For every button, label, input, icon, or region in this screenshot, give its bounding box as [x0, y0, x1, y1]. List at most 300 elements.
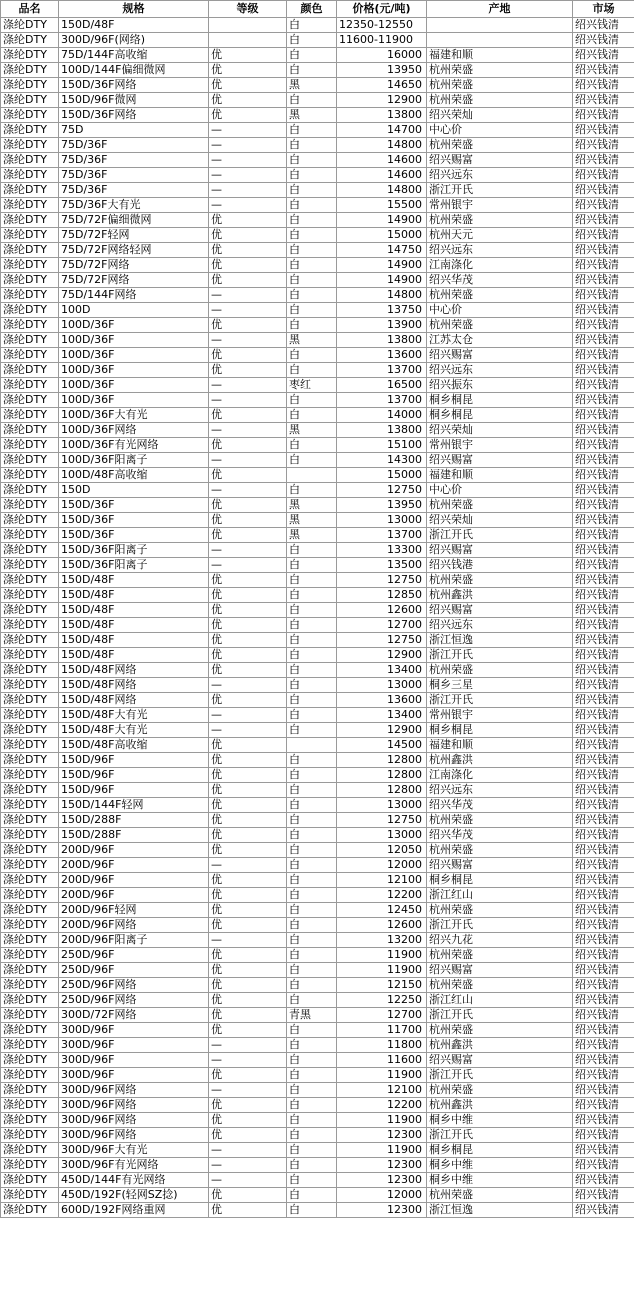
table-row: [1, 228, 634, 243]
cell-spec: 100D/36F: [59, 363, 209, 378]
cell-grade: 优: [209, 48, 287, 63]
cell-color: 白: [287, 873, 337, 888]
cell-color: 白: [287, 1053, 337, 1068]
table-row: [1, 1113, 634, 1128]
cell-spec: 100D/36F: [59, 348, 209, 363]
cell-color: 白: [287, 723, 337, 738]
cell-spec: 100D/36F: [59, 318, 209, 333]
cell-spec: 300D/96F: [59, 1053, 209, 1068]
table-row: [1, 18, 634, 33]
header-origin: 产地: [427, 1, 573, 18]
cell-grade: 优: [209, 738, 287, 753]
cell-grade: —: [209, 288, 287, 303]
cell-price: 11900: [337, 948, 427, 963]
cell-color: 白: [287, 933, 337, 948]
cell-origin: 绍兴赐富: [427, 453, 573, 468]
cell-market: 绍兴钱清: [573, 378, 634, 393]
cell-price: 12750: [337, 573, 427, 588]
table-row: [1, 618, 634, 633]
table-row: [1, 1203, 634, 1218]
cell-spec: 75D/36F: [59, 153, 209, 168]
cell-origin: [427, 33, 573, 48]
cell-price: 13600: [337, 348, 427, 363]
cell-origin: 绍兴振东: [427, 378, 573, 393]
cell-grade: —: [209, 198, 287, 213]
table-row: [1, 543, 634, 558]
cell-color: 白: [287, 978, 337, 993]
cell-market: 绍兴钱清: [573, 1038, 634, 1053]
cell-origin: 绍兴赐富: [427, 543, 573, 558]
cell-color: 青黑: [287, 1008, 337, 1023]
cell-market: 绍兴钱清: [573, 513, 634, 528]
cell-price: 16500: [337, 378, 427, 393]
cell-market: 绍兴钱清: [573, 588, 634, 603]
cell-product: 涤纶DTY: [1, 153, 59, 168]
cell-market: 绍兴钱清: [573, 663, 634, 678]
cell-origin: 绍兴荣灿: [427, 108, 573, 123]
cell-origin: 桐乡中维: [427, 1158, 573, 1173]
cell-product: 涤纶DTY: [1, 123, 59, 138]
cell-price: 12750: [337, 483, 427, 498]
cell-color: 白: [287, 33, 337, 48]
table-row: [1, 1083, 634, 1098]
cell-product: 涤纶DTY: [1, 813, 59, 828]
cell-grade: —: [209, 1053, 287, 1068]
header-spec: 规格: [59, 1, 209, 18]
cell-price: 12800: [337, 783, 427, 798]
cell-grade: 优: [209, 618, 287, 633]
cell-spec: 100D/36F阳离子: [59, 453, 209, 468]
cell-market: 绍兴钱清: [573, 198, 634, 213]
cell-origin: 杭州荣盛: [427, 288, 573, 303]
cell-market: 绍兴钱清: [573, 618, 634, 633]
cell-product: 涤纶DTY: [1, 423, 59, 438]
cell-price: 13700: [337, 528, 427, 543]
cell-price: 12600: [337, 603, 427, 618]
table-row: [1, 1158, 634, 1173]
table-row: [1, 873, 634, 888]
table-row: [1, 393, 634, 408]
cell-grade: —: [209, 423, 287, 438]
cell-market: 绍兴钱清: [573, 273, 634, 288]
cell-origin: 杭州荣盛: [427, 498, 573, 513]
cell-grade: —: [209, 453, 287, 468]
cell-color: 白: [287, 348, 337, 363]
cell-price: 11700: [337, 1023, 427, 1038]
cell-color: 白: [287, 213, 337, 228]
cell-grade: —: [209, 123, 287, 138]
table-row: [1, 213, 634, 228]
cell-market: 绍兴钱清: [573, 918, 634, 933]
cell-grade: 优: [209, 903, 287, 918]
cell-origin: 浙江红山: [427, 993, 573, 1008]
cell-product: 涤纶DTY: [1, 333, 59, 348]
cell-product: 涤纶DTY: [1, 1098, 59, 1113]
cell-price: 12750: [337, 633, 427, 648]
cell-market: 绍兴钱清: [573, 213, 634, 228]
table-row: [1, 738, 634, 753]
cell-market: 绍兴钱清: [573, 123, 634, 138]
cell-spec: 150D/48F网络: [59, 693, 209, 708]
cell-market: 绍兴钱清: [573, 528, 634, 543]
cell-grade: 优: [209, 948, 287, 963]
cell-market: 绍兴钱清: [573, 453, 634, 468]
cell-spec: 150D/48F: [59, 618, 209, 633]
cell-grade: 优: [209, 93, 287, 108]
table-row: [1, 588, 634, 603]
table-row: [1, 573, 634, 588]
cell-price: 12900: [337, 93, 427, 108]
cell-price: 12800: [337, 753, 427, 768]
cell-product: 涤纶DTY: [1, 918, 59, 933]
cell-market: 绍兴钱清: [573, 108, 634, 123]
table-row: [1, 513, 634, 528]
table-row: [1, 708, 634, 723]
cell-product: 涤纶DTY: [1, 588, 59, 603]
cell-price: 12300: [337, 1158, 427, 1173]
cell-price: 13000: [337, 678, 427, 693]
cell-grade: 优: [209, 108, 287, 123]
table-row: [1, 963, 634, 978]
cell-grade: —: [209, 858, 287, 873]
cell-market: 绍兴钱清: [573, 543, 634, 558]
cell-product: 涤纶DTY: [1, 993, 59, 1008]
cell-market: 绍兴钱清: [573, 843, 634, 858]
cell-color: 白: [287, 1083, 337, 1098]
cell-market: 绍兴钱清: [573, 153, 634, 168]
cell-color: 白: [287, 618, 337, 633]
cell-grade: 优: [209, 783, 287, 798]
cell-product: 涤纶DTY: [1, 93, 59, 108]
cell-color: 黑: [287, 513, 337, 528]
table-row: [1, 378, 634, 393]
cell-spec: 150D/36F阳离子: [59, 558, 209, 573]
cell-spec: 250D/96F: [59, 948, 209, 963]
table-row: [1, 858, 634, 873]
cell-price: 12700: [337, 618, 427, 633]
table-row: [1, 933, 634, 948]
cell-spec: 75D/72F偏细微网: [59, 213, 209, 228]
cell-origin: 桐乡桐昆: [427, 1143, 573, 1158]
cell-product: 涤纶DTY: [1, 768, 59, 783]
cell-spec: 75D/72F轻网: [59, 228, 209, 243]
cell-market: 绍兴钱清: [573, 348, 634, 363]
cell-product: 涤纶DTY: [1, 483, 59, 498]
cell-color: 白: [287, 648, 337, 663]
cell-color: 白: [287, 708, 337, 723]
cell-color: 白: [287, 963, 337, 978]
cell-price: 13950: [337, 498, 427, 513]
cell-market: 绍兴钱清: [573, 168, 634, 183]
cell-origin: 桐乡中维: [427, 1173, 573, 1188]
cell-spec: 75D/72F网络: [59, 273, 209, 288]
cell-origin: 杭州荣盛: [427, 1023, 573, 1038]
table-row: [1, 1188, 634, 1203]
table-row: [1, 918, 634, 933]
cell-origin: 绍兴赐富: [427, 603, 573, 618]
table-row: [1, 123, 634, 138]
cell-product: 涤纶DTY: [1, 783, 59, 798]
cell-product: 涤纶DTY: [1, 888, 59, 903]
cell-spec: 75D: [59, 123, 209, 138]
cell-market: 绍兴钱清: [573, 978, 634, 993]
cell-price: 13800: [337, 423, 427, 438]
cell-color: 白: [287, 438, 337, 453]
cell-spec: 75D/144F网络: [59, 288, 209, 303]
cell-product: 涤纶DTY: [1, 648, 59, 663]
cell-color: 白: [287, 123, 337, 138]
cell-market: 绍兴钱清: [573, 783, 634, 798]
cell-spec: 150D/36F: [59, 513, 209, 528]
header-row: [1, 1, 634, 18]
cell-origin: 绍兴远东: [427, 618, 573, 633]
cell-grade: —: [209, 558, 287, 573]
cell-product: 涤纶DTY: [1, 243, 59, 258]
cell-product: 涤纶DTY: [1, 438, 59, 453]
cell-product: 涤纶DTY: [1, 408, 59, 423]
cell-color: 白: [287, 918, 337, 933]
cell-color: 白: [287, 1173, 337, 1188]
cell-price: 12200: [337, 1098, 427, 1113]
cell-product: 涤纶DTY: [1, 738, 59, 753]
table-row: [1, 648, 634, 663]
cell-spec: 300D/96F(网络): [59, 33, 209, 48]
cell-product: 涤纶DTY: [1, 498, 59, 513]
cell-market: 绍兴钱清: [573, 183, 634, 198]
cell-color: 白: [287, 228, 337, 243]
cell-price: 12100: [337, 873, 427, 888]
cell-color: 白: [287, 63, 337, 78]
cell-spec: 150D/36F网络: [59, 108, 209, 123]
cell-origin: 杭州荣盛: [427, 93, 573, 108]
cell-grade: —: [209, 333, 287, 348]
cell-grade: —: [209, 933, 287, 948]
cell-origin: 绍兴华茂: [427, 273, 573, 288]
cell-spec: 300D/96F网络: [59, 1083, 209, 1098]
cell-grade: 优: [209, 963, 287, 978]
cell-product: 涤纶DTY: [1, 948, 59, 963]
cell-product: 涤纶DTY: [1, 873, 59, 888]
cell-spec: 100D/36F网络: [59, 423, 209, 438]
cell-market: 绍兴钱清: [573, 78, 634, 93]
cell-spec: 300D/96F: [59, 1023, 209, 1038]
cell-market: 绍兴钱清: [573, 963, 634, 978]
cell-market: 绍兴钱清: [573, 333, 634, 348]
cell-market: 绍兴钱清: [573, 258, 634, 273]
cell-price: 11900: [337, 1113, 427, 1128]
cell-product: 涤纶DTY: [1, 1188, 59, 1203]
cell-product: 涤纶DTY: [1, 258, 59, 273]
cell-origin: 杭州荣盛: [427, 78, 573, 93]
cell-product: 涤纶DTY: [1, 303, 59, 318]
cell-market: 绍兴钱清: [573, 468, 634, 483]
cell-market: 绍兴钱清: [573, 1113, 634, 1128]
cell-price: 12100: [337, 1083, 427, 1098]
cell-color: 白: [287, 603, 337, 618]
cell-market: 绍兴钱清: [573, 648, 634, 663]
cell-product: 涤纶DTY: [1, 18, 59, 33]
table-row: [1, 78, 634, 93]
cell-product: 涤纶DTY: [1, 363, 59, 378]
cell-origin: 桐乡桐昆: [427, 408, 573, 423]
cell-spec: 75D/72F网络: [59, 258, 209, 273]
cell-origin: 杭州荣盛: [427, 138, 573, 153]
table-body: [1, 18, 634, 1218]
cell-grade: —: [209, 483, 287, 498]
cell-color: 白: [287, 258, 337, 273]
cell-market: 绍兴钱清: [573, 573, 634, 588]
cell-color: 白: [287, 288, 337, 303]
cell-grade: [209, 18, 287, 33]
cell-market: 绍兴钱清: [573, 243, 634, 258]
cell-origin: 江南涤化: [427, 768, 573, 783]
cell-price: 13700: [337, 393, 427, 408]
cell-market: 绍兴钱清: [573, 1083, 634, 1098]
cell-color: 白: [287, 678, 337, 693]
cell-market: 绍兴钱清: [573, 408, 634, 423]
header-price: 价格(元/吨): [337, 1, 427, 18]
cell-market: 绍兴钱清: [573, 1008, 634, 1023]
table-row: [1, 408, 634, 423]
header-market: 市场: [573, 1, 634, 18]
cell-price: 14750: [337, 243, 427, 258]
cell-product: 涤纶DTY: [1, 378, 59, 393]
cell-price: 13200: [337, 933, 427, 948]
cell-grade: 优: [209, 273, 287, 288]
cell-origin: 浙江开氏: [427, 1128, 573, 1143]
cell-price: 12200: [337, 888, 427, 903]
table-row: [1, 483, 634, 498]
cell-color: 黑: [287, 423, 337, 438]
table-row: [1, 903, 634, 918]
cell-color: 白: [287, 858, 337, 873]
cell-color: [287, 468, 337, 483]
cell-product: 涤纶DTY: [1, 213, 59, 228]
cell-color: 白: [287, 138, 337, 153]
cell-product: 涤纶DTY: [1, 618, 59, 633]
cell-grade: 优: [209, 438, 287, 453]
cell-market: 绍兴钱清: [573, 828, 634, 843]
cell-spec: 150D/36F: [59, 498, 209, 513]
cell-grade: 优: [209, 888, 287, 903]
table-row: [1, 183, 634, 198]
cell-origin: 常州银宇: [427, 438, 573, 453]
cell-product: 涤纶DTY: [1, 933, 59, 948]
cell-product: 涤纶DTY: [1, 468, 59, 483]
cell-grade: 优: [209, 1023, 287, 1038]
cell-price: 14600: [337, 168, 427, 183]
cell-color: 白: [287, 393, 337, 408]
cell-price: 14700: [337, 123, 427, 138]
cell-spec: 100D: [59, 303, 209, 318]
cell-market: 绍兴钱清: [573, 858, 634, 873]
cell-color: 白: [287, 303, 337, 318]
cell-grade: —: [209, 153, 287, 168]
cell-price: 13800: [337, 333, 427, 348]
cell-grade: 优: [209, 693, 287, 708]
cell-color: 白: [287, 408, 337, 423]
cell-product: 涤纶DTY: [1, 723, 59, 738]
cell-price: 12900: [337, 648, 427, 663]
table-row: [1, 138, 634, 153]
cell-spec: 100D/36F: [59, 393, 209, 408]
cell-origin: 浙江开氏: [427, 693, 573, 708]
cell-color: 白: [287, 558, 337, 573]
cell-spec: 300D/96F网络: [59, 1113, 209, 1128]
cell-price: 11600: [337, 1053, 427, 1068]
cell-market: 绍兴钱清: [573, 1098, 634, 1113]
cell-market: 绍兴钱清: [573, 1173, 634, 1188]
cell-price: 13400: [337, 663, 427, 678]
cell-spec: 150D/48F: [59, 588, 209, 603]
cell-product: 涤纶DTY: [1, 528, 59, 543]
cell-color: 白: [287, 588, 337, 603]
cell-origin: 浙江开氏: [427, 1068, 573, 1083]
table-row: [1, 993, 634, 1008]
cell-grade: 优: [209, 1113, 287, 1128]
cell-color: 白: [287, 1128, 337, 1143]
cell-price: 14800: [337, 288, 427, 303]
table-row: [1, 33, 634, 48]
cell-spec: 150D/96F: [59, 768, 209, 783]
cell-product: 涤纶DTY: [1, 1038, 59, 1053]
cell-product: 涤纶DTY: [1, 1203, 59, 1218]
cell-price: 14500: [337, 738, 427, 753]
cell-origin: 福建和顺: [427, 738, 573, 753]
cell-price: 13750: [337, 303, 427, 318]
cell-price: 13300: [337, 543, 427, 558]
cell-market: 绍兴钱清: [573, 693, 634, 708]
cell-color: 枣红: [287, 378, 337, 393]
cell-product: 涤纶DTY: [1, 48, 59, 63]
cell-spec: 300D/96F有光网络: [59, 1158, 209, 1173]
cell-origin: 杭州荣盛: [427, 903, 573, 918]
table-row: [1, 888, 634, 903]
cell-grade: 优: [209, 408, 287, 423]
table-row: [1, 1143, 634, 1158]
cell-price: 14300: [337, 453, 427, 468]
cell-market: 绍兴钱清: [573, 753, 634, 768]
cell-grade: 优: [209, 603, 287, 618]
cell-color: 白: [287, 888, 337, 903]
cell-grade: 优: [209, 318, 287, 333]
cell-origin: [427, 18, 573, 33]
cell-color: 白: [287, 453, 337, 468]
cell-price: 15000: [337, 468, 427, 483]
cell-spec: 200D/96F轻网: [59, 903, 209, 918]
cell-grade: 优: [209, 78, 287, 93]
cell-market: 绍兴钱清: [573, 288, 634, 303]
cell-spec: 600D/192F网络重网: [59, 1203, 209, 1218]
cell-origin: 浙江开氏: [427, 528, 573, 543]
cell-spec: 150D/48F: [59, 633, 209, 648]
cell-color: 白: [287, 18, 337, 33]
cell-product: 涤纶DTY: [1, 168, 59, 183]
cell-origin: 杭州鑫洪: [427, 1038, 573, 1053]
cell-origin: 绍兴赐富: [427, 858, 573, 873]
cell-product: 涤纶DTY: [1, 1083, 59, 1098]
cell-spec: 150D/48F网络: [59, 678, 209, 693]
cell-origin: 绍兴钱港: [427, 558, 573, 573]
cell-spec: 100D/48F高收缩: [59, 468, 209, 483]
cell-market: 绍兴钱清: [573, 798, 634, 813]
cell-market: 绍兴钱清: [573, 678, 634, 693]
cell-product: 涤纶DTY: [1, 603, 59, 618]
cell-origin: 绍兴赐富: [427, 1053, 573, 1068]
cell-market: 绍兴钱清: [573, 48, 634, 63]
cell-origin: 绍兴荣灿: [427, 423, 573, 438]
cell-origin: 中心价: [427, 123, 573, 138]
